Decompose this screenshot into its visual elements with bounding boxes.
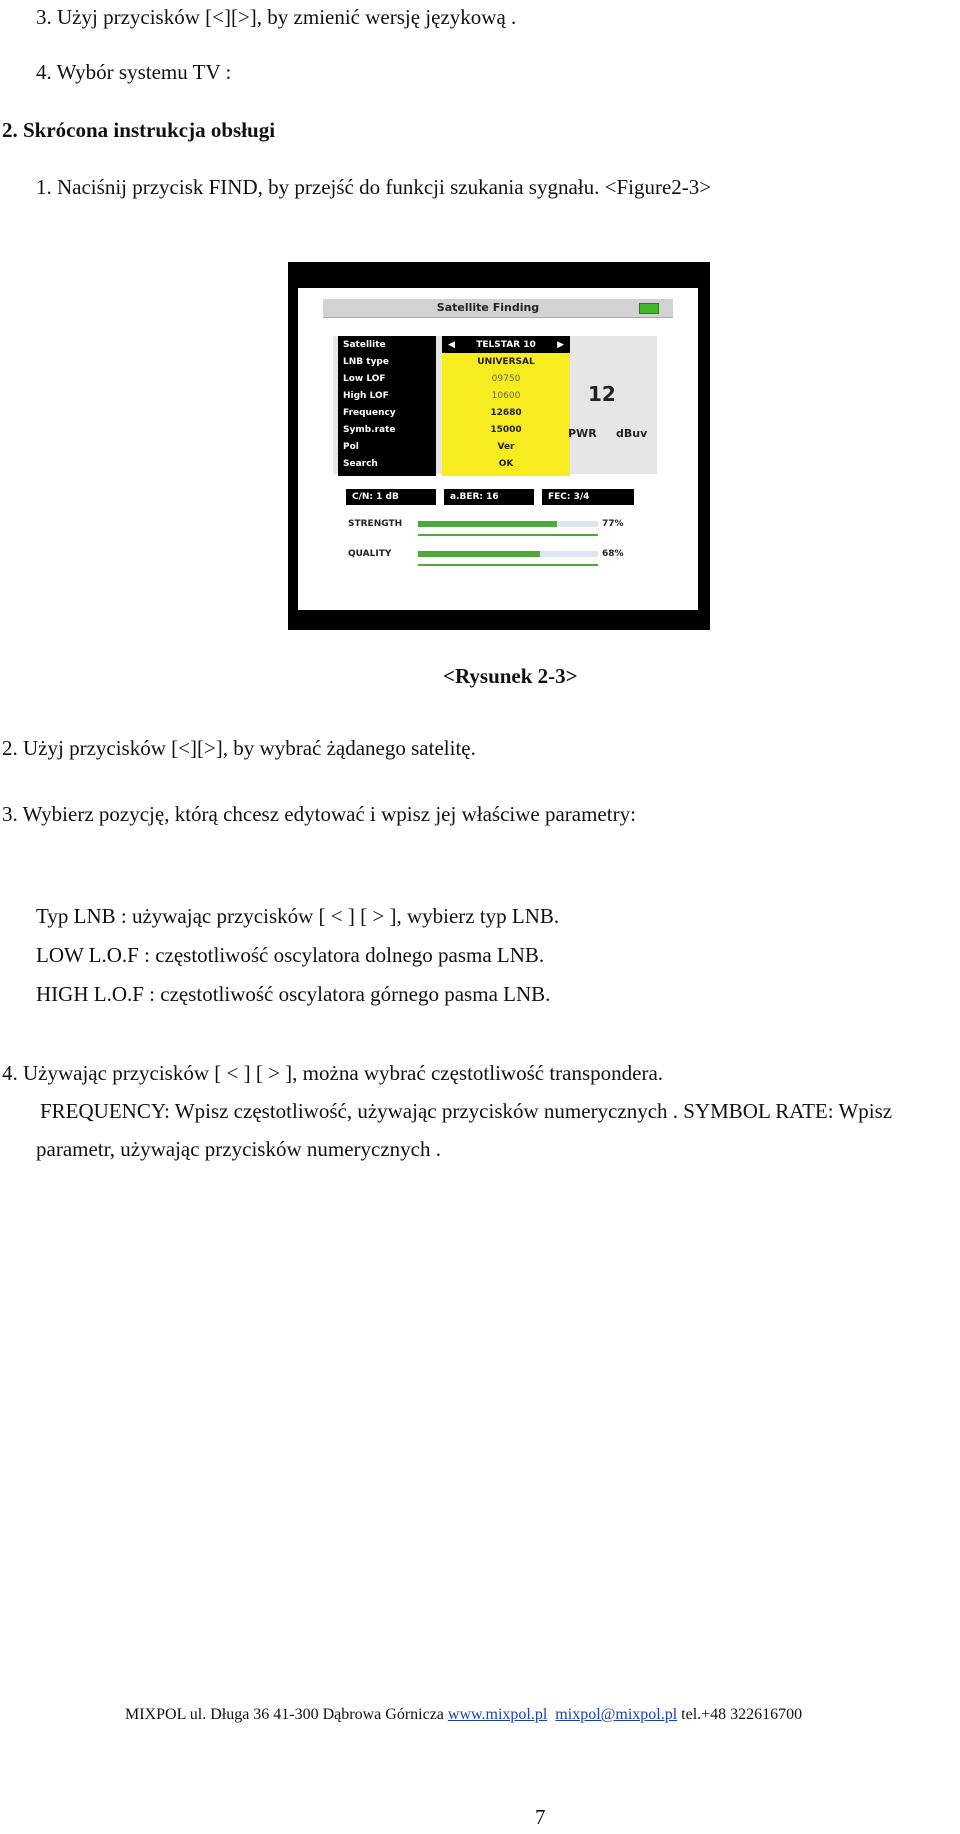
screen-titlebar — [323, 299, 673, 318]
quality-bar — [418, 551, 598, 557]
ber-box: a.BER: 16 — [444, 489, 534, 505]
list-item-transponder: 4. Używając przycisków [ < ] [ > ], można wybrać częstotliwość transpondera. — [2, 1061, 664, 1085]
figure-caption: <Rysunek 2-3> — [443, 664, 578, 688]
value-high-lof: 10600 — [491, 391, 521, 401]
battery-icon — [639, 303, 659, 314]
value-satellite: TELSTAR 10 — [476, 340, 536, 350]
value-lnb-type: UNIVERSAL — [477, 357, 535, 367]
footer-contact — [125, 1702, 802, 1728]
label-satellite: Satellite — [343, 340, 386, 350]
param-high-lof: HIGH L.O.F : częstotliwość oscylatora górnego pasma LNB. — [36, 982, 551, 1006]
quality-label: QUALITY — [348, 549, 392, 559]
unit-label: dBuv — [616, 427, 648, 440]
page-number: 7 — [535, 1805, 546, 1829]
website-link[interactable]: www.mixpol.pl — [447, 1706, 548, 1723]
screen-title: Satellite Finding — [436, 301, 540, 314]
settings-labels — [338, 336, 436, 476]
satellite-finding-screenshot — [288, 262, 710, 630]
strength-percent: 77% — [602, 519, 624, 529]
param-low-lof: LOW L.O.F : częstotliwość oscylatora dolnego pasma LNB. — [36, 943, 545, 967]
signal-level-value: 12 — [588, 382, 616, 406]
value-frequency: 12680 — [490, 408, 522, 418]
email-link[interactable]: mixpol@mixpol.pl — [555, 1706, 678, 1723]
label-frequency: Frequency — [343, 408, 396, 418]
quality-bar-fill — [418, 551, 540, 557]
footer-phone: tel.+48 322616700 — [677, 1706, 803, 1723]
value-low-lof: 09750 — [491, 374, 521, 384]
strength-bar-fill — [418, 521, 557, 527]
list-item-edit-parameters: 3. Wybierz pozycję, którą chcesz edytować i wpisz jej właściwe parametry: — [2, 802, 636, 826]
settings-values — [442, 336, 570, 476]
label-low-lof: Low LOF — [343, 374, 386, 384]
value-search: OK — [498, 459, 514, 469]
footer-address: MIXPOL ul. Długa 36 41-300 Dąbrowa Górnicza — [125, 1706, 448, 1723]
section-heading: 2. Skrócona instrukcja obsługi — [2, 118, 276, 142]
arrow-left-icon: ◀ — [448, 339, 455, 349]
fec-box: FEC: 3/4 — [542, 489, 634, 505]
strength-bar — [418, 521, 598, 527]
strength-scale — [418, 528, 598, 536]
value-pol: Ver — [497, 442, 515, 452]
pwr-label: PWR — [568, 427, 597, 440]
param-lnb-type: Typ LNB : używając przycisków [ < ] [ > ], wybierz typ LNB. — [36, 904, 560, 928]
label-high-lof: High LOF — [343, 391, 389, 401]
label-symb-rate: Symb.rate — [343, 425, 396, 435]
quality-scale — [418, 558, 598, 566]
list-item-select-satellite: 2. Użyj przycisków [<][>], by wybrać żądanego satelitę. — [2, 736, 476, 760]
cn-box: C/N: 1 dB — [346, 489, 436, 505]
label-search: Search — [343, 459, 378, 469]
strength-label: STRENGTH — [348, 519, 403, 529]
list-item-language: 3. Użyj przycisków [<][>], by zmienić wersję językową . — [36, 5, 517, 29]
quality-percent: 68% — [602, 549, 624, 559]
list-item-tv-system: 4. Wybór systemu TV : — [36, 60, 232, 84]
arrow-right-icon: ▶ — [557, 339, 564, 349]
frequency-instructions: FREQUENCY: Wpisz częstotliwość, używając przycisków numerycznych . SYMBOL RATE: Wpisz — [40, 1099, 893, 1123]
symbol-rate-instructions: parametr, używając przycisków numerycznych . — [36, 1137, 441, 1161]
list-item-find: 1. Naciśnij przycisk FIND, by przejść do funkcji szukania sygnału. <Figure2-3> — [36, 175, 712, 199]
value-symb-rate: 15000 — [490, 425, 522, 435]
label-pol: Pol — [343, 442, 359, 452]
label-lnb-type: LNB type — [343, 357, 389, 367]
